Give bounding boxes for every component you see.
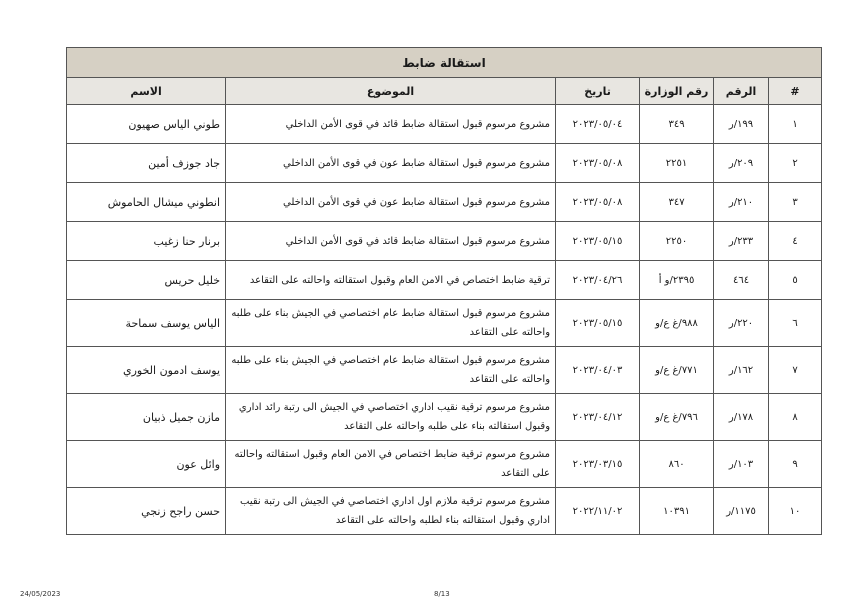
row-number: ١٧٨/ر — [714, 394, 769, 441]
table-row — [67, 441, 822, 488]
table-row — [67, 394, 822, 441]
row-name: خليل حريس — [67, 261, 226, 300]
row-name: يوسف ادمون الخوري — [67, 347, 226, 394]
row-index: ٦ — [769, 300, 822, 347]
header-index: # — [769, 78, 822, 105]
row-number: ٤٦٤ — [714, 261, 769, 300]
row-name: مازن جميل ذبيان — [67, 394, 226, 441]
row-date: ٢٠٢٣/٠٤/٠٣ — [556, 347, 640, 394]
officers-resignation-table — [66, 47, 822, 535]
row-subject: مشروع مرسوم قبول استقالة ضابط قائد في قوى الأمن الداخلي — [226, 105, 556, 144]
header-number: الرقم — [714, 78, 769, 105]
row-ministry-number: ٩٨٨/غ ع/و — [640, 300, 714, 347]
row-name: طوني الياس صهيون — [67, 105, 226, 144]
row-subject: مشروع مرسوم قبول استقالة ضابط عون في قوى الأمن الداخلي — [226, 183, 556, 222]
row-index: ٧ — [769, 347, 822, 394]
header-date: تاريخ — [556, 78, 640, 105]
row-index: ٢ — [769, 144, 822, 183]
row-name: حسن راجح زنجي — [67, 488, 226, 535]
row-number: ٢٣٣/ر — [714, 222, 769, 261]
row-date: ٢٠٢٣/٠٥/٠٤ — [556, 105, 640, 144]
row-date: ٢٠٢٣/٠٥/٠٨ — [556, 144, 640, 183]
row-index: ٤ — [769, 222, 822, 261]
row-index: ٥ — [769, 261, 822, 300]
row-name: الياس يوسف سماحة — [67, 300, 226, 347]
row-subject: مشروع مرسوم قبول استقالة ضابط عون في قوى الأمن الداخلي — [226, 144, 556, 183]
row-date: ٢٠٢٣/٠٤/١٢ — [556, 394, 640, 441]
row-date: ٢٠٢٣/٠٤/٢٦ — [556, 261, 640, 300]
row-index: ١٠ — [769, 488, 822, 535]
row-subject: مشروع مرسوم ترقية نقيب اداري اختصاصي في الجيش الى رتبة رائد اداري وقبول استقالته بناء على طلبه واحالته على التقاعد — [226, 394, 556, 441]
row-ministry-number: ٧٩٦/غ ع/و — [640, 394, 714, 441]
row-number: ٢٠٩/ر — [714, 144, 769, 183]
page-number: 8/13 — [434, 590, 450, 598]
row-date: ٢٠٢٣/٠٥/١٥ — [556, 300, 640, 347]
row-index: ١ — [769, 105, 822, 144]
row-subject: ترقية ضابط اختصاص في الامن العام وقبول استقالته واحالته على التقاعد — [226, 261, 556, 300]
row-number: ١٦٢/ر — [714, 347, 769, 394]
row-ministry-number: ٢٣٩٥/و أ — [640, 261, 714, 300]
row-date: ٢٠٢٢/١١/٠٢ — [556, 488, 640, 535]
table-row — [67, 347, 822, 394]
table-row — [67, 183, 822, 222]
table-row — [67, 300, 822, 347]
header-name: الاسم — [67, 78, 226, 105]
row-ministry-number: ٢٢٥١ — [640, 144, 714, 183]
row-number: ٢٢٠/ر — [714, 300, 769, 347]
row-name: وائل عون — [67, 441, 226, 488]
row-name: برنار حنا زغيب — [67, 222, 226, 261]
row-date: ٢٠٢٣/٠٥/١٥ — [556, 222, 640, 261]
row-number: ٢١٠/ر — [714, 183, 769, 222]
table-row — [67, 222, 822, 261]
row-subject: مشروع مرسوم قبول استقالة ضابط عام اختصاصي في الجيش بناء على طلبه واحالته على التقاعد — [226, 300, 556, 347]
row-index: ٣ — [769, 183, 822, 222]
row-subject: مشروع مرسوم قبول استقالة ضابط قائد في قوى الأمن الداخلي — [226, 222, 556, 261]
table-row — [67, 261, 822, 300]
table-row — [67, 144, 822, 183]
table-row — [67, 105, 822, 144]
row-subject: مشروع مرسوم ترقية ضابط اختصاص في الامن العام وقبول استقالته واحالته على التقاعد — [226, 441, 556, 488]
row-ministry-number: ٣٤٩ — [640, 105, 714, 144]
row-name: انطوني ميشال الحاموش — [67, 183, 226, 222]
row-number: ١١٧٥/ر — [714, 488, 769, 535]
row-ministry-number: ٢٢٥٠ — [640, 222, 714, 261]
row-ministry-number: ٧٧١/غ ع/و — [640, 347, 714, 394]
row-number: ١٩٩/ر — [714, 105, 769, 144]
row-index: ٨ — [769, 394, 822, 441]
row-name: جاد جوزف أمين — [67, 144, 226, 183]
row-date: ٢٠٢٣/٠٥/٠٨ — [556, 183, 640, 222]
row-ministry-number: ١٠٣٩١ — [640, 488, 714, 535]
row-date: ٢٠٢٣/٠٣/١٥ — [556, 441, 640, 488]
row-subject: مشروع مرسوم ترقية ملازم اول اداري اختصاصي في الجيش الى رتبة نقيب اداري وقبول استقالته بناء لطلبه واحالته على التقاعد — [226, 488, 556, 535]
row-ministry-number: ٨٦٠ — [640, 441, 714, 488]
row-subject: مشروع مرسوم قبول استقالة ضابط عام اختصاصي في الجيش بناء على طلبه واحالته على التقاعد — [226, 347, 556, 394]
footer-date: 24/05/2023 — [20, 590, 61, 598]
table-title: استقالة ضابط — [67, 48, 822, 78]
row-index: ٩ — [769, 441, 822, 488]
header-subject: الموضوع — [226, 78, 556, 105]
row-ministry-number: ٣٤٧ — [640, 183, 714, 222]
row-number: ١٠٣/ر — [714, 441, 769, 488]
header-ministry-number: رقم الوزارة — [640, 78, 714, 105]
table-row — [67, 488, 822, 535]
